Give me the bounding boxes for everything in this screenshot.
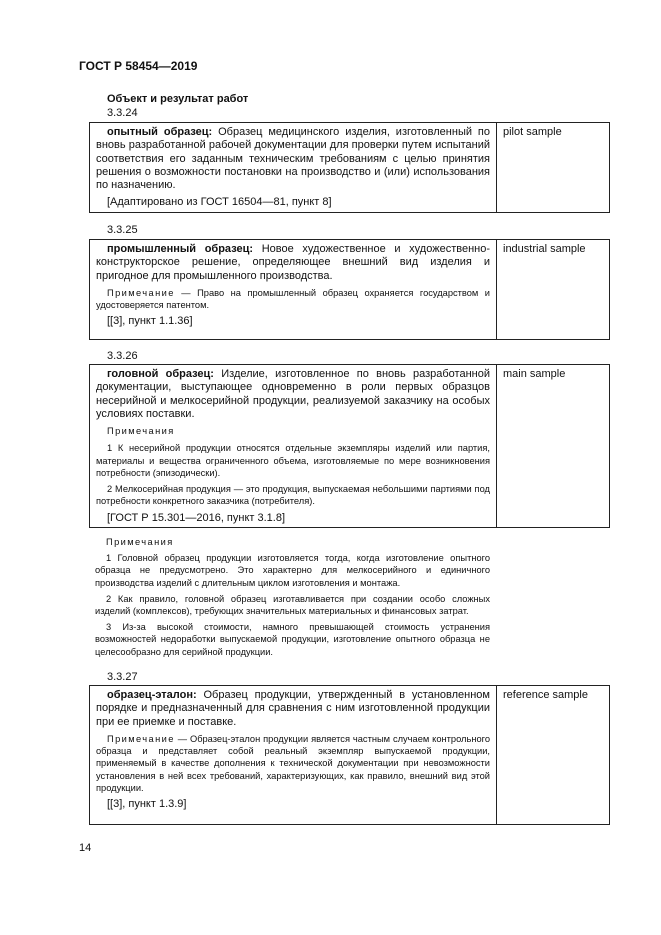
term-source: [ГОСТ Р 15.301—2016, пункт 3.1.8]: [107, 511, 286, 524]
page-number: 14: [79, 842, 92, 854]
term-entry-main-sample: [89, 364, 497, 528]
english-term: main sample: [503, 368, 566, 380]
term-source: [[3], пункт 1.1.36]: [107, 315, 193, 328]
term-name: опытный образец:: [107, 126, 213, 138]
document-header: ГОСТ Р 58454—2019: [79, 59, 198, 73]
term-note: 1 К несерийной продукции относятся отдельные экземпляры изделий или партия, материалы и вещества ограниченного объема, изготовляемые по мере возникновения потребности (эпизодически).: [96, 443, 490, 478]
term-number: 3.3.25: [107, 224, 138, 236]
term-definition: [96, 368, 490, 421]
definition-text: Образец продукции, утвержденный в установленном порядке и предназначенный для сравнения с ним изготовленной продукции при ее приемке и поставке.: [96, 689, 490, 728]
term-name: промышленный образец:: [107, 243, 254, 255]
note-label: Примечание: [107, 733, 175, 744]
term-entry-pilot-sample: [89, 122, 497, 213]
definition-text: Образец медицинского изделия, изготовленный по вновь разработанной рабочей документации для проверки путем испытаний соответствия его заданным техническим требованиям с целью принятия решения о возможности постановки на производство и (или) использования по назначению.: [96, 126, 490, 192]
term-entry-industrial-sample: [89, 239, 497, 340]
note-label: Примечание: [107, 287, 175, 298]
english-equivalent-box: [497, 685, 610, 825]
term-entry-reference-sample: [89, 685, 497, 825]
english-term: industrial sample: [503, 243, 586, 255]
term-source: [[3], пункт 1.3.9]: [107, 797, 187, 810]
term-name: головной образец:: [107, 368, 214, 380]
section-title: Объект и результат работ: [107, 93, 249, 105]
note-text: — Образец-эталон продукции является частным случаем контрольного образца и представляет собой реальный экземпляр выпускаемой продукции, применяемый в качестве дополнения к технической документации при невозможности установления в ней всех требований, характеризующих, как правило, внешний вид этой продукции.: [96, 733, 490, 793]
term-note: [96, 287, 490, 311]
notes-title: Примечания: [107, 426, 175, 437]
term-number: 3.3.24: [107, 107, 138, 119]
note-item: 2 Как правило, головной образец изготавливается при создании особо сложных изделий (комплексов), требующих значительных материальных и финансовых затрат.: [95, 593, 490, 617]
term-definition: [96, 126, 490, 192]
english-equivalent-box: [497, 364, 610, 528]
term-definition: [96, 689, 490, 729]
definition-text: Изделие, изготовленное по вновь разработанной документации, выступающее одновременно в роли первых образцов несерийной и мелкосерийной продукции, реализуемой заказчику на особых условиях поставки.: [96, 368, 490, 420]
term-note: [96, 733, 490, 794]
note-item: 3 Из-за высокой стоимости, намного превышающей стоимость устранения возможностей недоработки выпускаемой продукции, изготовление опытного образца не целесообразно для серийной продукции.: [95, 622, 490, 657]
term-source: [Адаптировано из ГОСТ 16504—81, пункт 8]: [107, 196, 332, 209]
note-item: 1 Головной образец продукции изготовляется тогда, когда изготовление опытного образца не предусмотрено. Это характерно для мелкосерийного и единичного производства изделий с длительным циклом изготовления и монтажа.: [95, 553, 490, 588]
definition-text: Новое художественное и художественно-конструкторское решение, определяющее внешний вид изделия и пригодное для промышленного производства.: [96, 243, 490, 282]
term-note: 2 Мелкосерийная продукция — это продукция, выпускаемая небольшими партиями под потребности конкретного заказчика (потребителя).: [96, 484, 490, 507]
english-term: reference sample: [503, 689, 588, 701]
english-equivalent-box: [497, 239, 610, 340]
notes-title: Примечания: [106, 537, 174, 547]
term-number: 3.3.26: [107, 350, 138, 362]
english-term: pilot sample: [503, 126, 562, 138]
note-text: — Право на промышленный образец охраняется государством и удостоверяется патентом.: [96, 287, 490, 311]
term-number: 3.3.27: [107, 671, 138, 683]
english-equivalent-box: [497, 122, 610, 213]
standalone-notes: [95, 536, 490, 662]
term-definition: [96, 243, 490, 283]
term-name: образец-эталон:: [107, 689, 197, 701]
